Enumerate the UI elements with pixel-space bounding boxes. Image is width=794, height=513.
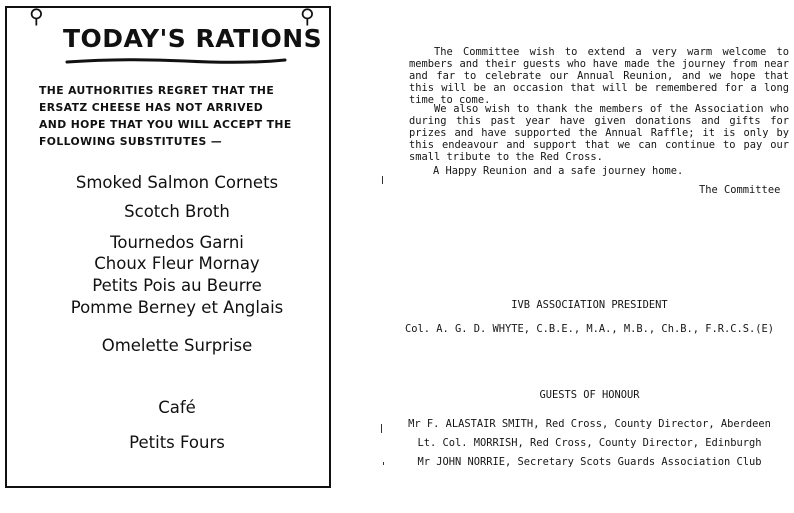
notice-line: AND HOPE THAT YOU WILL ACCEPT THE [39,118,292,131]
gutter-mark [382,176,383,184]
guests-heading: GUESTS OF HONOUR [539,389,640,401]
gutter-mark [381,424,382,433]
welcome-paragraph: The Committee wish to extend a very warm welcome to members and their guests who have made the journey from near and far to celebrate our Annual Reunion, and we hope that this will be an occasion that will be remembered for a long time to come. [409,46,789,106]
gutter-mark [383,462,384,465]
notice-line: ERSATZ CHEESE HAS NOT ARRIVED [39,101,264,114]
rations-notice-board [5,6,331,488]
menu-item: Pomme Berney et Anglais [70,298,284,317]
menu-item: Petits Pois au Beurre [92,276,262,295]
closing-line: A Happy Reunion and a safe journey home. [433,165,684,177]
pin-icon: ⚲ [300,4,315,28]
pin-icon: ⚲ [29,4,44,28]
guest-entry: Mr F. ALASTAIR SMITH, Red Cross, County Director, Aberdeen [408,418,771,430]
president-heading: IVB ASSOCIATION PRESIDENT [511,299,668,311]
menu-item: Omelette Surprise [101,336,253,355]
title-underline [65,57,287,66]
menu-item: Choux Fleur Mornay [94,254,260,273]
apology-notice [39,82,311,150]
signoff: The Committee [699,184,781,196]
thanks-paragraph: We also wish to thank the members of the Association who during this past year have given donations and gifts for prizes and have supported the Annual Raffle; it is only by this endeavour and support that we can continue to pay our small tribute to the Red Cross. [409,103,789,163]
menu-item: Café [158,398,196,417]
menu-item: Tournedos Garni [110,233,244,252]
president-name: Col. A. G. D. WHYTE, C.B.E., M.A., M.B., Ch.B., F.R.C.S.(E) [404,323,775,335]
notice-line: FOLLOWING SUBSTITUTES — [39,135,223,148]
guest-entry: Lt. Col. MORRISH, Red Cross, County Director, Edinburgh [417,437,762,449]
menu-item: Smoked Salmon Cornets [75,173,279,192]
rations-title: TODAY'S RATIONS [63,24,323,53]
notice-line: THE AUTHORITIES REGRET THAT THE [39,84,275,97]
menu-item: Scotch Broth [124,202,230,221]
menu-item: Petits Fours [129,433,225,452]
guest-entry: Mr JOHN NORRIE, Secretary Scots Guards Association Club [417,456,762,468]
